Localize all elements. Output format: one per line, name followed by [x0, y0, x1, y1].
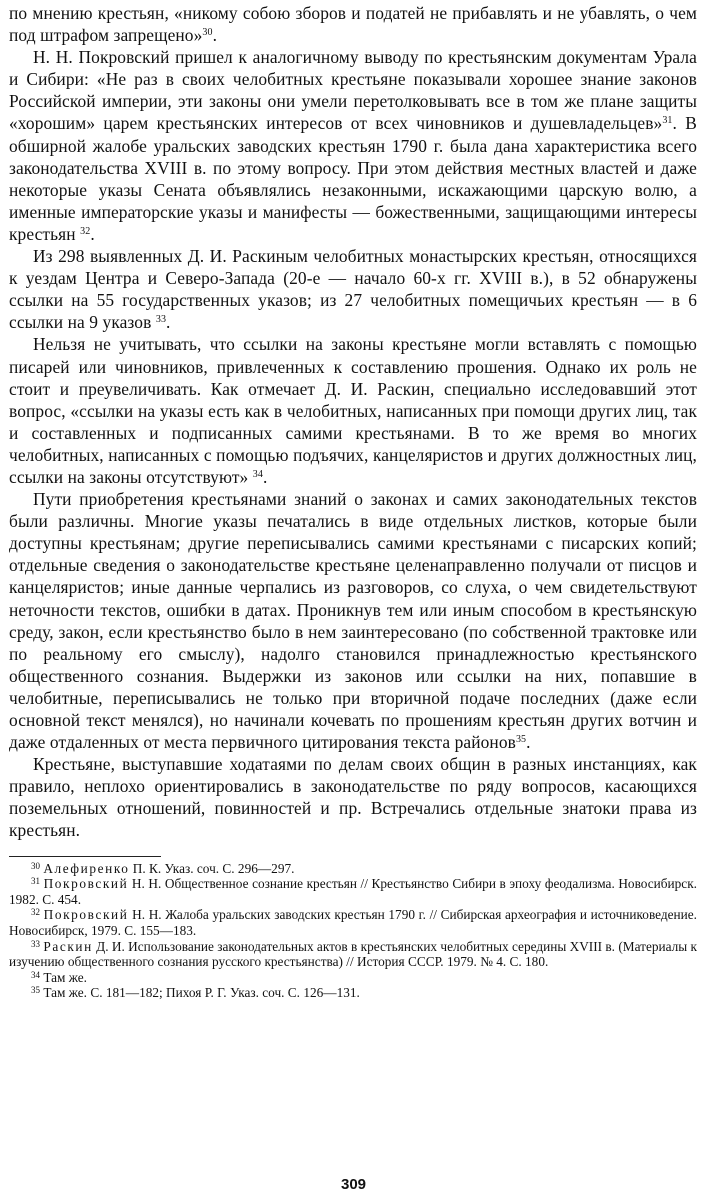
punct: .	[90, 223, 95, 244]
paragraph-text: Пути приобретения крестьянами знаний о законах и самих законодательных текстов были различны. Многие указы печатались в виде отдельных листков, которые были доступны крестьянам; другие переписывались самими крестьянами с писарских копий; отдельные сведения о законодательстве крестьяне целенаправленно получали от писцов и канцеляристов; иные данные черпались из разговоров, со слуха, о чем свидетельствуют неточности текстов, ошибки в датах. Проникнув тем или иным способом в крестьянскую среду, закон, если крестьянство было в нем заинтересовано (по собственной трактовке или по реальному его смыслу), надолго становился принадлежностью крестьянского общественного сознания. Выдержки из законов или ссылки на них, попавшие в челобитные, переписывались не только при вторичной подаче последних (даже если основной текст менялся), но начинали кочевать по прошениям крестьян других вотчин и даже отдаленных от места первичного цитирования текста районов	[9, 489, 697, 753]
paragraph-3	[9, 245, 697, 333]
paragraph-1	[9, 2, 697, 46]
footnote-32	[9, 907, 697, 938]
paragraph-2	[9, 46, 697, 245]
footnote-34	[9, 970, 697, 986]
punct: .	[212, 25, 218, 46]
page-number: 309	[340, 1176, 367, 1193]
footnote-author: Покровский	[43, 876, 129, 892]
punct: .	[526, 732, 531, 753]
footnote-divider	[9, 856, 161, 857]
footnote-text: Н. Н. Жалоба уральских заводских крестьян 1790 г. // Сибирская археография и источниковедение. Новосибирск, 1979. С. 155—183.	[9, 907, 698, 938]
paragraph-6	[9, 753, 697, 841]
footnote-ref: 30	[202, 27, 213, 39]
footnote-number: 31	[31, 876, 40, 887]
footnote-35	[9, 985, 697, 1001]
punct: .	[262, 466, 268, 487]
footnote-number: 35	[31, 985, 40, 996]
footnote-author: Алефиренко	[43, 860, 130, 876]
punct: .	[166, 312, 171, 333]
footnote-author: Покровский	[43, 907, 129, 923]
footnote-text: Д. И. Использование законодательных актов в крестьянских челобитных середины XVIII в. (Материалы к изучению общественного сознания русского крестьянства) // История СССР. 1979. № 4. С. 180.	[9, 938, 697, 970]
footnote-ref: 35	[515, 734, 527, 746]
footnote-ref: 32	[80, 225, 91, 237]
paragraph-text: . В обширной жалобе уральских заводских крестьян 1790 г. была дана характеристика всего законодательства XVIII в. по этому вопросу. При этом действия местных властей и даже некоторые указы Сената объявлялись незаконными, искажающими царскую волю, а именные императорские указы и манифесты — божественными, защищающими интересы крестьян	[9, 113, 697, 244]
footnote-author: Раскин	[43, 938, 93, 954]
footnote-number: 33	[31, 938, 40, 949]
footnote-31	[9, 876, 697, 907]
footnote-ref: 33	[155, 314, 167, 326]
footnote-text: П. К. Указ. соч. С. 296—297.	[129, 860, 295, 876]
footnote-30	[9, 861, 697, 877]
footnote-ref: 34	[252, 468, 263, 480]
book-page	[9, 2, 697, 1001]
paragraph-4	[9, 333, 697, 488]
paragraph-text: Нельзя не учитывать, что ссылки на законы крестьяне могли вставлять с помощью писарей или чиновников, привлеченных к составлению прошения. Однако их роль не стоит и преувеличивать. Как отмечает Д. И. Раскин, специально исследовавший этот вопрос, «ссылки на указы есть как в челобитных, написанных при помощи других лиц, так и составленных и подписанных самими крестьянами. В то же время во многих челобитных, написанных с помощью подъячих, канцеляристов и других должностных лиц, ссылки на законы отсутствуют»	[9, 334, 697, 487]
main-text	[9, 2, 697, 842]
paragraph-text: по мнению крестьян, «никому собою зборов и податей не прибавлять и не убавлять, о чем под штрафом запрещено»	[9, 3, 697, 46]
footnote-number: 30	[31, 860, 40, 871]
footnote-text: Там же.	[43, 969, 87, 985]
footnote-ref: 31	[662, 115, 673, 127]
footnote-text: Н. Н. Общественное сознание крестьян // Крестьянство Сибири в эпоху феодализма. Новосибирск. 1982. С. 454.	[9, 876, 697, 907]
paragraph-text: Крестьяне, выступавшие ходатаями по делам своих общин в разных инстанциях, как правило, неплохо ориентировались в законодательстве по ряду вопросов, касающихся поземельных отношений, повинностей и пр. Встречались отдельные знатоки права из крестьян.	[9, 754, 697, 841]
paragraph-text: Н. Н. Покровский пришел к аналогичному выводу по крестьянским документам Урала и Сибири: «Не раз в своих челобитных крестьяне показывали хорошее знание законов Российской империи, эти законы они умели перетолковывать все в том же плане защиты «хорошим» царем крестьянских интересов от всех чиновников и душевладельцев»	[9, 47, 697, 134]
footnote-number: 34	[31, 969, 40, 980]
paragraph-text: Из 298 выявленных Д. И. Раскиным челобитных монастырских крестьян, относящихся к уездам Центра и Северо-Запада (20-е — начало 60-х гг. XVIII в.), в 52 обнаружены ссылки на 55 государственных указов; из 27 челобитных помещичьих крестьян — в 6 ссылки на 9 указов	[9, 246, 697, 333]
footnotes	[9, 861, 697, 1001]
paragraph-5	[9, 488, 697, 753]
footnote-text: Там же. С. 181—182; Пихоя Р. Г. Указ. соч. С. 126—131.	[43, 985, 360, 1001]
footnote-number: 32	[31, 907, 40, 918]
footnote-33	[9, 939, 697, 970]
